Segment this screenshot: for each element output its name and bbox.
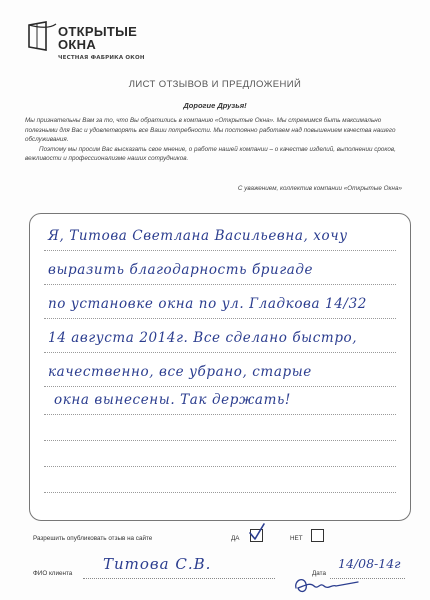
- ruled-line: [44, 284, 396, 285]
- signature-scribble: [292, 572, 362, 596]
- ruled-line: [44, 352, 396, 353]
- yes-label: ДА: [231, 535, 240, 542]
- feedback-textarea[interactable]: [29, 213, 411, 521]
- intro-text: [25, 116, 410, 164]
- no-checkbox[interactable]: [311, 529, 324, 542]
- handwritten-line: окна вынесены. Так держать!: [54, 392, 291, 408]
- no-label: НЕТ: [290, 535, 303, 542]
- intro-paragraph-2: Поэтому мы просим Вас высказать свое мнение, о работе нашей компании – о качестве изделий, выполнении сроков, вежливости и профессионализме наших сотрудников.: [25, 145, 396, 163]
- checkmark-icon: [247, 522, 267, 542]
- ruled-line: [44, 386, 396, 387]
- handwritten-line: выразить благодарность бригаде: [48, 262, 314, 278]
- logo-tagline: ЧЕСТНАЯ ФАБРИКА ОКОН: [58, 55, 145, 61]
- handwritten-line: качественно, все убрано, старые: [48, 364, 312, 380]
- publish-consent-label: Разрешить опубликовать отзыв на сайте: [33, 535, 153, 542]
- logo-window-icon: [26, 20, 60, 54]
- ruled-line: [44, 318, 396, 319]
- sheet-title: ЛИСТ ОТЗЫВОВ И ПРЕДЛОЖЕНИЙ: [128, 79, 302, 90]
- handwritten-line: по установке окна по ул. Гладкова 14/32: [48, 296, 367, 312]
- client-name-line: [83, 578, 275, 579]
- signoff: С уважением, коллектив компании «Открытые Окна»: [237, 185, 402, 192]
- company-logo: [26, 20, 206, 68]
- greeting: Дорогие Друзья!: [183, 101, 247, 110]
- ruled-line: [44, 492, 396, 493]
- date-label: Дата: [312, 570, 326, 577]
- handwritten-line: 14 августа 2014г. Все сделано быстро,: [48, 330, 358, 346]
- ruled-line: [44, 466, 396, 467]
- handwritten-line: Я, Титова Светлана Васильевна, хочу: [48, 228, 348, 244]
- logo-text-line1: ОТКРЫТЫЕ: [58, 24, 138, 39]
- date-value[interactable]: 14/08-14г: [338, 556, 401, 571]
- client-name-value[interactable]: Титова С.В.: [103, 555, 212, 573]
- client-name-label: ФИО клиента: [33, 570, 73, 577]
- ruled-line: [44, 440, 396, 441]
- intro-paragraph-1: Мы признательны Вам за то, что Вы обратились в компанию «Открытые Окна». Мы стремимся быть максимально полезными для Вас и удовлетворять все Ваши потребности. Мы постоянно работаем над повышением качества нашего обслуживания.: [25, 117, 396, 144]
- ruled-line: [44, 414, 396, 415]
- ruled-line: [44, 250, 396, 251]
- logo-text-line2: ОКНА: [58, 37, 97, 52]
